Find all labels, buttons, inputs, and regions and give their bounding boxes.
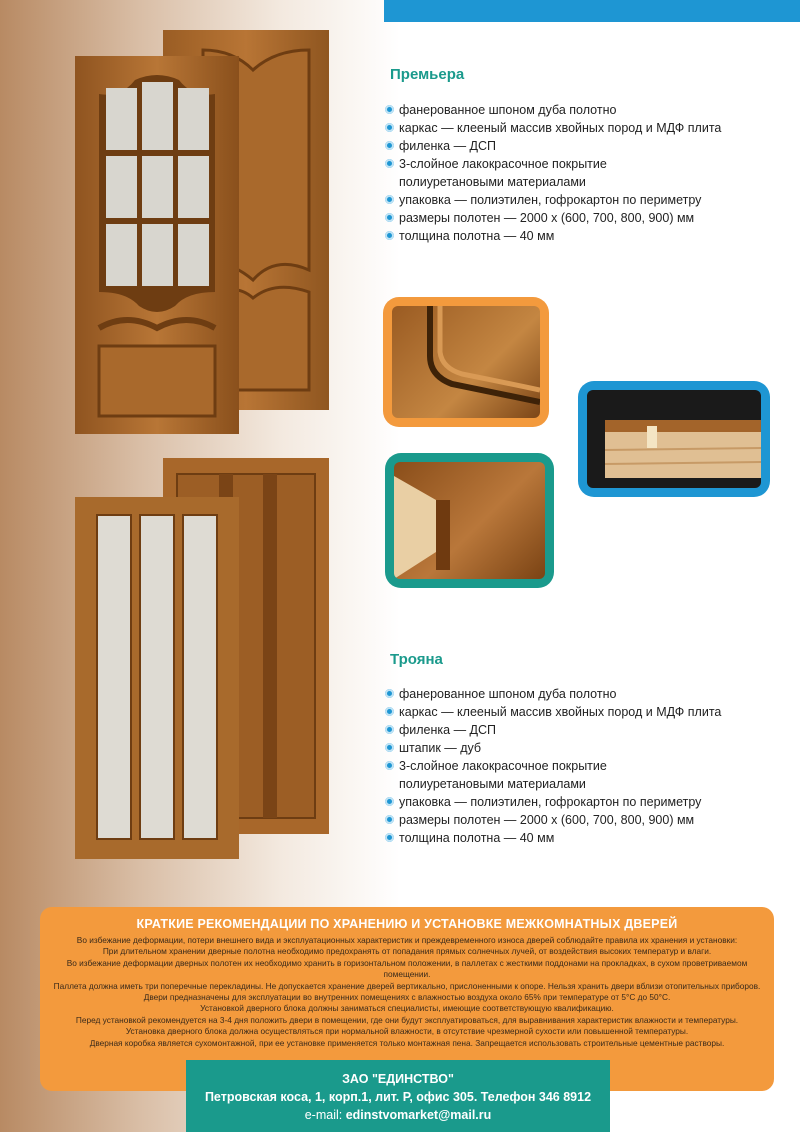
recommendation-line: При длительном хранении дверные полотна необходимо предохранять от попадания прямых солнечных лучей, от воздействия высоких температур и влаги. [102, 946, 712, 957]
list-item: 3-слойное лакокрасочное покрытие [385, 757, 785, 775]
bullet-icon [385, 195, 394, 204]
list-item: каркас — клееный массив хвойных пород и МДФ плита [385, 119, 785, 137]
top-accent-bar [384, 0, 800, 22]
list-item: 3-слойное лакокрасочное покрытие [385, 155, 785, 173]
detail-photo-panel-corner [392, 306, 540, 418]
troyana-spec-list [385, 685, 785, 847]
bullet-icon [385, 123, 394, 132]
bullet-icon [385, 213, 394, 222]
premiera-title: Премьера [390, 66, 465, 83]
bullet-icon [385, 833, 394, 842]
list-item: каркас — клееный массив хвойных пород и МДФ плита [385, 703, 785, 721]
company-email-line [186, 1108, 610, 1122]
list-item: упаковка — полиэтилен, гофрокартон по периметру [385, 793, 785, 811]
list-item: филенка — ДСП [385, 721, 785, 739]
bullet-icon [385, 707, 394, 716]
contact-block [186, 1060, 610, 1132]
company-address: Петровская коса, 1, корп.1, лит. Р, офис 305. Телефон 346 8912 [204, 1090, 592, 1104]
bullet-icon [385, 761, 394, 770]
email-link[interactable]: edinstvomarket@mail.ru [345, 1108, 492, 1122]
list-item: размеры полотен — 2000 х (600, 700, 800, 900) мм [385, 209, 785, 227]
recommendation-line: Установка дверного блока должна осуществляться при нормальной влажности, в отсутствие чрезмерной сухости или повышенной температуры. [125, 1026, 689, 1037]
bullet-icon [385, 797, 394, 806]
company-name: ЗАО "ЕДИНСТВО" [342, 1072, 454, 1086]
list-item: штапик — дуб [385, 739, 785, 757]
detail-photo-door-section [587, 390, 761, 488]
recommendation-line: Во избежание деформации, потери внешнего вида и эксплуатационных характеристик и преждевременного износа дверей соблюдайте правила их хранения и установки: [76, 935, 738, 945]
list-item-continuation: полиуретановыми материалами [399, 777, 586, 791]
detail-photo-frame-orange [383, 297, 549, 427]
recommendation-line: Перед установкой рекомендуется на 3-4 дня положить двери в помещении, где они будут эксплуатироваться, для выравнивания характеристик влажности и температуры. [75, 1014, 739, 1025]
door-troyana-glass-photo [75, 497, 239, 859]
bullet-icon [385, 105, 394, 114]
bullet-icon [385, 141, 394, 150]
door-premiera-glass-photo [75, 56, 239, 434]
recommendation-line: Во избежание деформации дверных полотен их необходимо хранить в горизонтальном положении, в паллетах с жесткими поддонами на прокладках, в сухом проветриваемом помещении. [66, 957, 748, 980]
bullet-icon [385, 231, 394, 240]
list-item: размеры полотен — 2000 х (600, 700, 800, 900) мм [385, 811, 785, 829]
premiera-spec-list [385, 101, 785, 245]
bullet-icon [385, 725, 394, 734]
list-item: фанерованное шпоном дуба полотно [385, 685, 785, 703]
recommendation-line: Двери предназначены для эксплуатации во внутренних помещениях с влажностью воздуха около 65% при температуре от 5°С до 50°С. [143, 992, 671, 1003]
detail-photo-frame-blue [578, 381, 770, 497]
bullet-icon [385, 815, 394, 824]
list-item-continuation: полиуретановыми материалами [399, 175, 586, 189]
troyana-title: Трояна [390, 651, 443, 668]
detail-photo-frame-joint [394, 462, 545, 579]
bullet-icon [385, 743, 394, 752]
list-item: толщина полотна — 40 мм [385, 227, 785, 245]
recommendations-text [48, 935, 766, 1049]
bullet-icon [385, 689, 394, 698]
recommendation-line: Дверная коробка является сухомонтажной, при ее установке применяется только монтажная пена. Запрещается использовать строительные цементные растворы. [89, 1037, 725, 1048]
recommendation-line: Установкой дверного блока должны заниматься специалисты, имеющие соответствующую квалификацию. [200, 1003, 614, 1014]
list-item: упаковка — полиэтилен, гофрокартон по периметру [385, 191, 785, 209]
recommendations-title: КРАТКИЕ РЕКОМЕНДАЦИИ ПО ХРАНЕНИЮ И УСТАНОВКЕ МЕЖКОМНАТНЫХ ДВЕРЕЙ [136, 917, 678, 931]
email-label: e-mail: [304, 1108, 346, 1122]
detail-photo-frame-teal [385, 453, 554, 588]
list-item: фанерованное шпоном дуба полотно [385, 101, 785, 119]
list-item: толщина полотна — 40 мм [385, 829, 785, 847]
recommendation-line: Паллета должна иметь три поперечные перекладины. Не допускается хранение дверей вертикально, прислоненными к опоре. Нельзя хранить двери вблизи отопительных приборов. [53, 980, 761, 991]
list-item: филенка — ДСП [385, 137, 785, 155]
bullet-icon [385, 159, 394, 168]
